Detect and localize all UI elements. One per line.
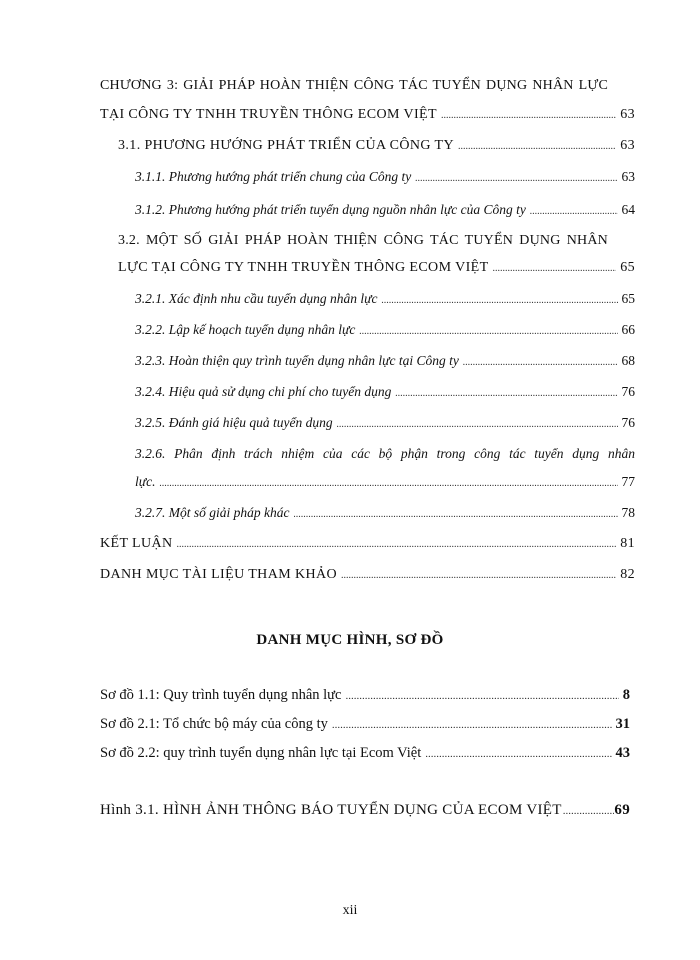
dot-leader xyxy=(337,415,618,431)
toc-page-number: 63 xyxy=(620,138,635,153)
dot-leader xyxy=(425,745,611,762)
figure-label: Sơ đồ 2.2: quy trình tuyển dụng nhân lực tại Ecom Việt xyxy=(100,745,422,761)
figure-page-number: 31 xyxy=(615,716,630,732)
dot-leader xyxy=(415,169,617,185)
page-number-footer: xii xyxy=(342,903,358,918)
dot-leader xyxy=(345,687,618,704)
figure-label: Hình 3.1. HÌNH ẢNH THÔNG BÁO TUYỂN DỤNG CỦA ECOM VIỆT xyxy=(100,802,562,818)
dot-leader xyxy=(332,716,612,733)
figure-entry[interactable] xyxy=(100,745,630,762)
toc-section-3-2-4[interactable] xyxy=(135,384,635,400)
figure-entry[interactable] xyxy=(100,716,630,733)
toc-page-number: 68 xyxy=(621,353,635,368)
toc-entry-label: 3.2.4. Hiệu quả sử dụng chi phí cho tuyển dụng xyxy=(135,384,392,399)
toc-section-3-2[interactable] xyxy=(118,260,635,276)
toc-entry-label: 3.2.1. Xác định nhu cầu tuyển dụng nhân lực xyxy=(135,291,378,306)
figure-label: Sơ đồ 2.1: Tổ chức bộ máy của công ty xyxy=(100,716,328,732)
dot-leader xyxy=(381,291,617,307)
image-entry[interactable] xyxy=(100,802,630,819)
toc-entry-label: lực. xyxy=(135,474,156,489)
dot-leader xyxy=(458,138,616,154)
dot-leader xyxy=(177,536,617,552)
toc-entry-label: 3.1.1. Phương hướng phát triển chung của Công ty xyxy=(135,169,412,184)
toc-conclusion[interactable] xyxy=(100,536,635,552)
toc-page-number: 81 xyxy=(620,536,635,551)
toc-section-3-2-6[interactable] xyxy=(135,474,635,490)
dot-leader xyxy=(395,384,617,400)
toc-section-3-2-2[interactable] xyxy=(135,322,635,338)
toc-entry-label: 3.2.3. Hoàn thiện quy trình tuyển dụng nhân lực tại Công ty xyxy=(135,353,459,368)
dot-leader xyxy=(441,107,616,123)
toc-section-3-1-1[interactable] xyxy=(135,169,635,185)
toc-section-3-1-2[interactable] xyxy=(135,202,635,218)
toc-page-number: 76 xyxy=(621,384,635,399)
figure-page-number: 43 xyxy=(615,745,630,761)
toc-section-3-2-1[interactable] xyxy=(135,291,635,307)
toc-entry-label: 3.2.5. Đánh giá hiệu quả tuyển dụng xyxy=(135,415,333,430)
toc-page-number: 78 xyxy=(621,505,635,520)
toc-entry-label: KẾT LUẬN xyxy=(100,536,173,551)
dot-leader xyxy=(359,322,617,338)
toc-section-3-2-6-line1: 3.2.6. Phân định trách nhiệm của các bộ phận trong công tác tuyển dụng nhân xyxy=(135,446,635,461)
toc-entry-label: 3.2.7. Một số giải pháp khác xyxy=(135,505,290,520)
toc-chapter-3-line1: CHƯƠNG 3: GIẢI PHÁP HOÀN THIỆN CÔNG TÁC TUYỂN DỤNG NHÂN LỰC xyxy=(100,78,608,93)
toc-section-3-2-3[interactable] xyxy=(135,353,635,369)
toc-page-number: 65 xyxy=(621,291,635,306)
figure-label: Sơ đồ 1.1: Quy trình tuyển dụng nhân lực xyxy=(100,687,342,703)
toc-entry-label: DANH MỤC TÀI LIỆU THAM KHẢO xyxy=(100,567,337,582)
toc-page-number: 66 xyxy=(621,322,635,337)
toc-page-number: 63 xyxy=(621,169,635,184)
toc-entry-label: LỰC TẠI CÔNG TY TNHH TRUYỀN THÔNG ECOM VIỆT xyxy=(118,260,489,275)
toc-section-3-2-7[interactable] xyxy=(135,505,635,521)
toc-section-3-2-5[interactable] xyxy=(135,415,635,431)
toc-entry-label: TẠI CÔNG TY TNHH TRUYỀN THÔNG ECOM VIỆT xyxy=(100,107,437,122)
toc-page-number: 76 xyxy=(621,415,635,430)
toc-references[interactable] xyxy=(100,567,635,583)
figure-page-number: 69 xyxy=(614,802,630,818)
toc-page-number: 65 xyxy=(620,260,635,275)
figure-page-number: 8 xyxy=(622,687,630,703)
toc-entry-label: 3.1.2. Phương hướng phát triển tuyển dụng nguồn nhân lực của Công ty xyxy=(135,202,526,217)
toc-entry-label: 3.2.2. Lập kế hoạch tuyển dụng nhân lực xyxy=(135,322,356,337)
dot-leader xyxy=(493,260,617,276)
toc-page-number: 77 xyxy=(621,474,635,489)
dot-leader xyxy=(530,202,618,218)
toc-page-number: 82 xyxy=(620,567,635,582)
dot-leader xyxy=(159,474,617,490)
toc-entry-label: 3.1. PHƯƠNG HƯỚNG PHÁT TRIỂN CỦA CÔNG TY xyxy=(118,138,455,153)
toc-section-3-1[interactable] xyxy=(118,138,635,154)
toc-section-3-2-line1: 3.2. MỘT SỐ GIẢI PHÁP HOÀN THIỆN CÔNG TÁC TUYỂN DỤNG NHÂN xyxy=(118,233,608,248)
toc-page-number: 64 xyxy=(621,202,635,217)
toc-chapter-3[interactable] xyxy=(100,107,635,123)
dot-leader xyxy=(294,505,618,521)
toc-page-number: 63 xyxy=(620,107,635,122)
dot-leader xyxy=(563,802,615,819)
figures-heading: DANH MỤC HÌNH, SƠ ĐỒ xyxy=(256,632,444,648)
dot-leader xyxy=(463,353,618,369)
figure-entry[interactable] xyxy=(100,687,630,704)
dot-leader xyxy=(341,567,616,583)
